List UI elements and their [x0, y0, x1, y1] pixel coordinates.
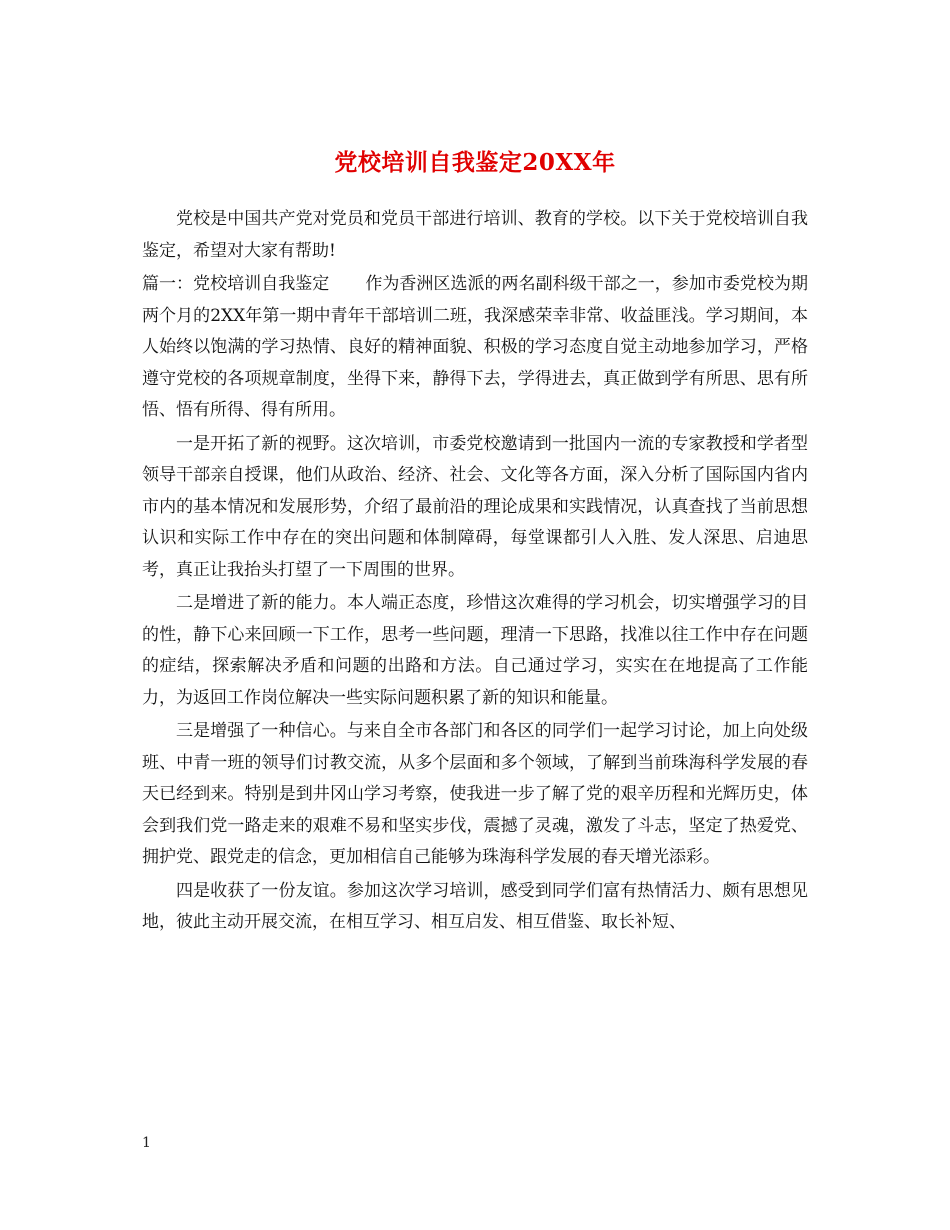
- document-body: [142, 204, 808, 941]
- section-heading: 篇一：党校培训自我鉴定: [142, 274, 330, 294]
- section-paragraph: [142, 269, 808, 427]
- section-text: 作为香洲区选派的两名副科级干部之一，参加市委党校为期两个月的2XX年第一期中青年干部培训二班，我深感荣幸非常、收益匪浅。学习期间，本人始终以饱满的学习热情、良好的精神面貌、积极的学习态度自觉主动地参加学习，严格遵守党校的各项规章制度，坐得下来，静得下去，学得进去，真正做到学有所思、思有所悟、悟有所得、得有所用。: [142, 274, 808, 420]
- document-title: 党校培训自我鉴定20XX年: [334, 149, 616, 177]
- intro-paragraph: 党校是中国共产党对党员和党员干部进行培训、教育的学校。以下关于党校培训自我鉴定，希望对大家有帮助!: [142, 209, 808, 261]
- paragraph-4: 四是收获了一份友谊。参加这次学习培训，感受到同学们富有热情活力、颇有思想见地，彼此主动开展交流，在相互学习、相互启发、相互借鉴、取长补短、: [142, 880, 808, 932]
- page-number: 1: [142, 1135, 151, 1151]
- paragraph-2: 二是增进了新的能力。本人端正态度，珍惜这次难得的学习机会，切实增强学习的目的性，静下心来回顾一下工作，思考一些问题，理清一下思路，找准以往工作中存在问题的症结，探索解决矛盾和问题的出路和方法。自己通过学习，实实在在地提高了工作能力，为返回工作岗位解决一些实际问题积累了新的知识和能量。: [142, 593, 808, 708]
- paragraph-3: 三是增强了一种信心。与来自全市各部门和各区的同学们一起学习讨论，加上向处级班、中青一班的领导们讨教交流，从多个层面和多个领域，了解到当前珠海科学发展的春天已经到来。特别是到井冈山学习考察，使我进一步了解了党的艰辛历程和光辉历史，体会到我们党一路走来的艰难不易和坚实步伐，震撼了灵魂，激发了斗志，坚定了热爱党、拥护党、跟党走的信念，更加相信自己能够为珠海科学发展的春天增光添彩。: [142, 721, 808, 867]
- paragraph-1: 一是开拓了新的视野。这次培训，市委党校邀请到一批国内一流的专家教授和学者型领导干部亲自授课，他们从政治、经济、社会、文化等各方面，深入分析了国际国内省内市内的基本情况和发展形势，介绍了最前沿的理论成果和实践情况，认真查找了当前思想认识和实际工作中存在的突出问题和体制障碍，每堂课都引人入胜、发人深思、启迪思考，真正让我抬头打望了一下周围的世界。: [142, 433, 808, 580]
